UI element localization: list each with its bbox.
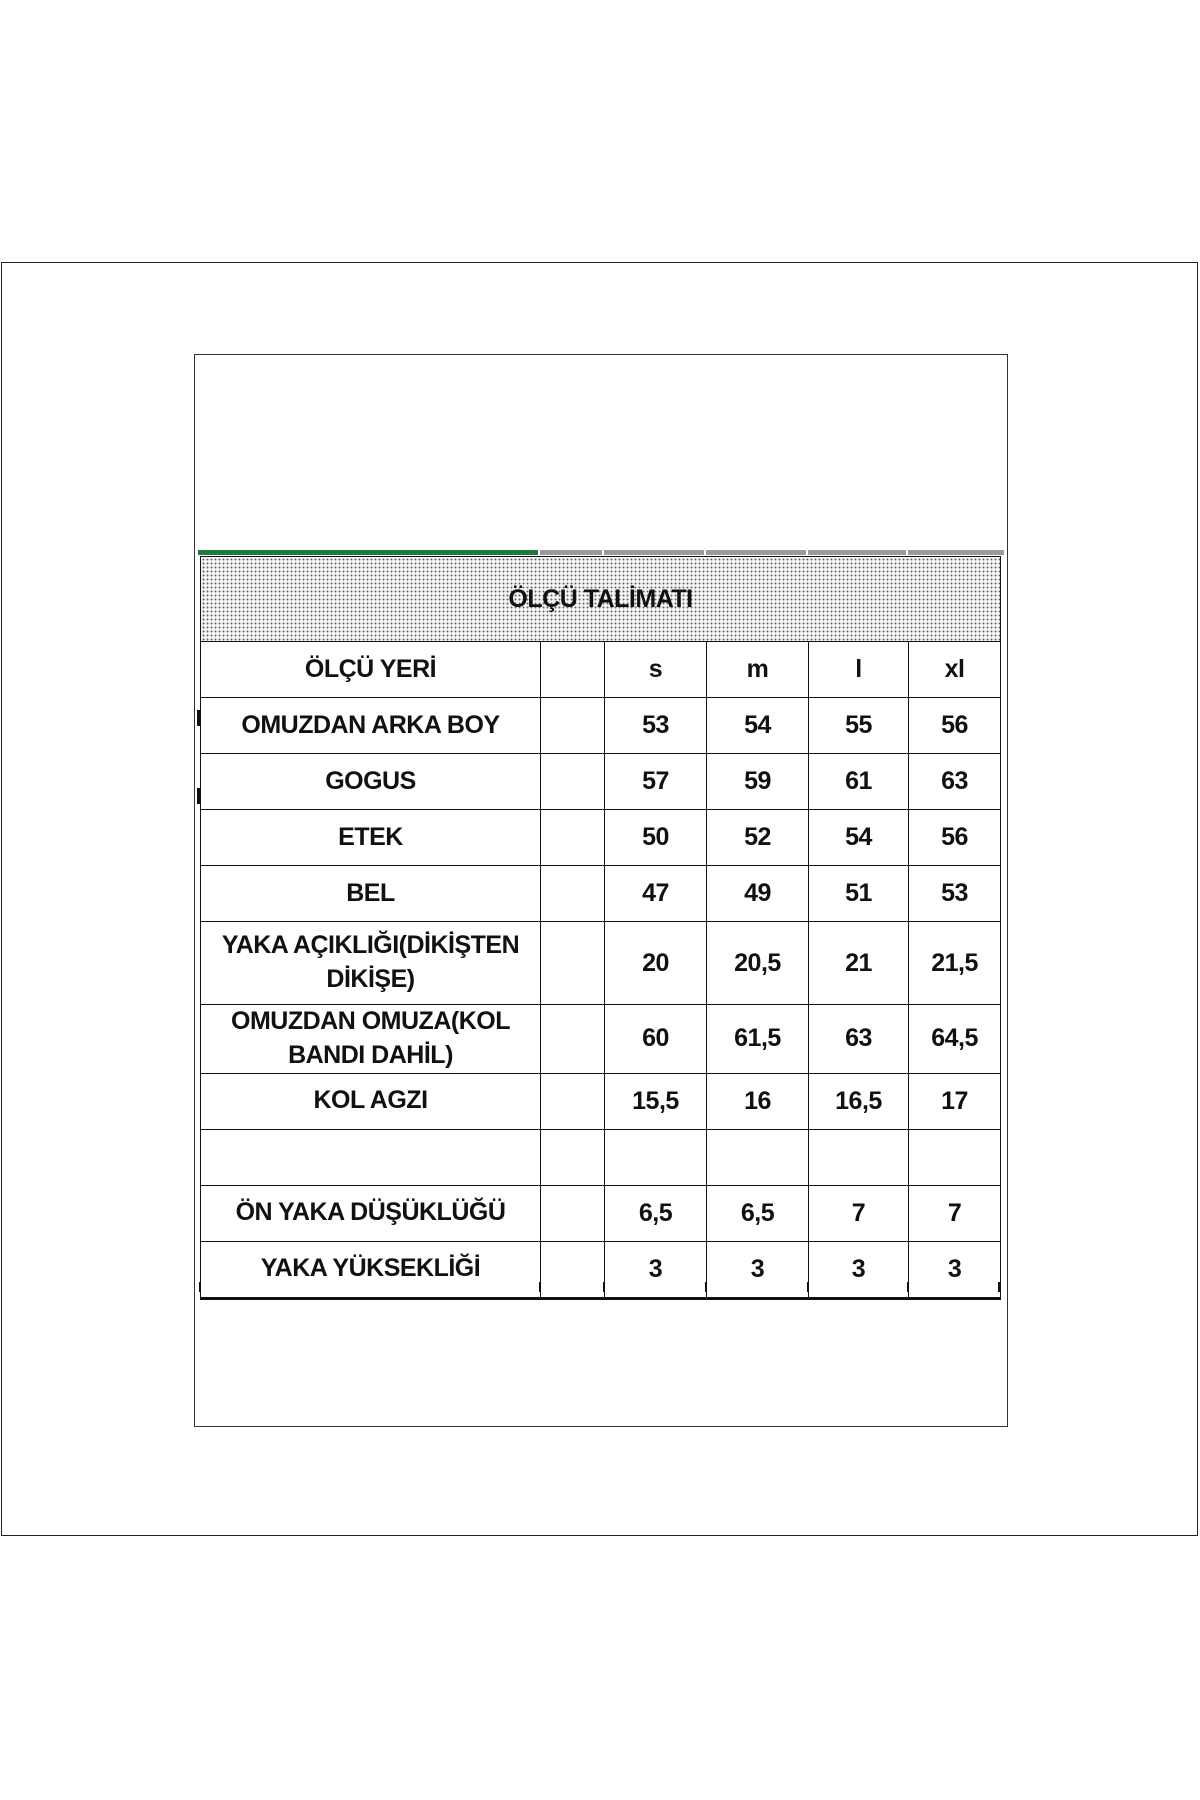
table-row [201,1005,1001,1074]
row-label: OMUZDAN ARKA BOY [201,698,541,754]
value-xl: 3 [909,1241,1001,1298]
value-l: 51 [809,866,909,922]
value-m: 3 [707,1241,809,1298]
column-tail [603,1282,605,1292]
value-s: 3 [605,1241,707,1298]
blank-cell [541,1185,605,1241]
table-row [201,698,1001,754]
row-label: GOGUS [201,754,541,810]
blank-cell [541,1073,605,1129]
value-m: 61,5 [707,1005,809,1074]
value-s: 6,5 [605,1185,707,1241]
size-header-s: s [605,642,707,698]
blank-cell [541,1129,605,1185]
value-l [809,1129,909,1185]
column-tail [807,1282,809,1292]
value-xl: 56 [909,698,1001,754]
row-label [201,1129,541,1185]
value-s: 50 [605,810,707,866]
title-row [201,557,1001,642]
value-l: 54 [809,810,909,866]
size-header-xl: xl [909,642,1001,698]
column-tail [705,1282,707,1292]
row-label: YAKA YÜKSEKLİĞİ [201,1241,541,1298]
size-header-m: m [707,642,809,698]
value-xl [909,1129,1001,1185]
table-row [201,866,1001,922]
column-header-d [706,550,806,555]
value-xl: 17 [909,1073,1001,1129]
column-tail [907,1282,909,1292]
table-row [201,922,1001,1005]
blank-cell [541,754,605,810]
blank-cell [541,698,605,754]
header-row [201,642,1001,698]
column-tails [200,1282,1000,1292]
table-row [201,1185,1001,1241]
column-tail [539,1282,541,1292]
value-s: 20 [605,922,707,1005]
table-title: ÖLÇÜ TALİMATI [201,557,1001,642]
row-label: KOL AGZI [201,1073,541,1129]
value-l: 63 [809,1005,909,1074]
value-xl: 21,5 [909,922,1001,1005]
measurement-sheet [200,556,1000,1300]
size-chart-table [200,556,1001,1300]
column-header-c [604,550,704,555]
column-header-a [198,550,538,555]
value-s: 57 [605,754,707,810]
column-header-b [540,550,602,555]
blank-header-cell [541,642,605,698]
value-l: 16,5 [809,1073,909,1129]
value-xl: 56 [909,810,1001,866]
value-l: 55 [809,698,909,754]
table-row [201,754,1001,810]
value-s: 47 [605,866,707,922]
row-label: ÖN YAKA DÜŞÜKLÜĞÜ [201,1185,541,1241]
value-xl: 63 [909,754,1001,810]
row-label: ETEK [201,810,541,866]
value-l: 3 [809,1241,909,1298]
value-m [707,1129,809,1185]
size-header-l: l [809,642,909,698]
value-m: 16 [707,1073,809,1129]
value-m: 52 [707,810,809,866]
blank-cell [541,922,605,1005]
value-l: 7 [809,1185,909,1241]
column-header-e [808,550,906,555]
table-row [201,1073,1001,1129]
value-s: 15,5 [605,1073,707,1129]
value-l: 21 [809,922,909,1005]
value-s: 53 [605,698,707,754]
row-label: YAKA AÇIKLIĞI(DİKİŞTEN DİKİŞE) [201,922,541,1005]
blank-cell [541,1005,605,1074]
row-label: BEL [201,866,541,922]
column-tail [199,1282,201,1292]
measurement-point-header: ÖLÇÜ YERİ [201,642,541,698]
value-xl: 7 [909,1185,1001,1241]
value-xl: 53 [909,866,1001,922]
column-tail [998,1282,1000,1292]
value-m: 20,5 [707,922,809,1005]
value-m: 6,5 [707,1185,809,1241]
column-header-f [908,550,1004,555]
blank-cell [541,810,605,866]
table-row [201,1129,1001,1185]
row-label: OMUZDAN OMUZA(KOL BANDI DAHİL) [201,1005,541,1074]
value-s [605,1129,707,1185]
value-l: 61 [809,754,909,810]
table-row [201,810,1001,866]
value-m: 54 [707,698,809,754]
value-xl: 64,5 [909,1005,1001,1074]
value-s: 60 [605,1005,707,1074]
value-m: 59 [707,754,809,810]
blank-cell [541,866,605,922]
value-m: 49 [707,866,809,922]
